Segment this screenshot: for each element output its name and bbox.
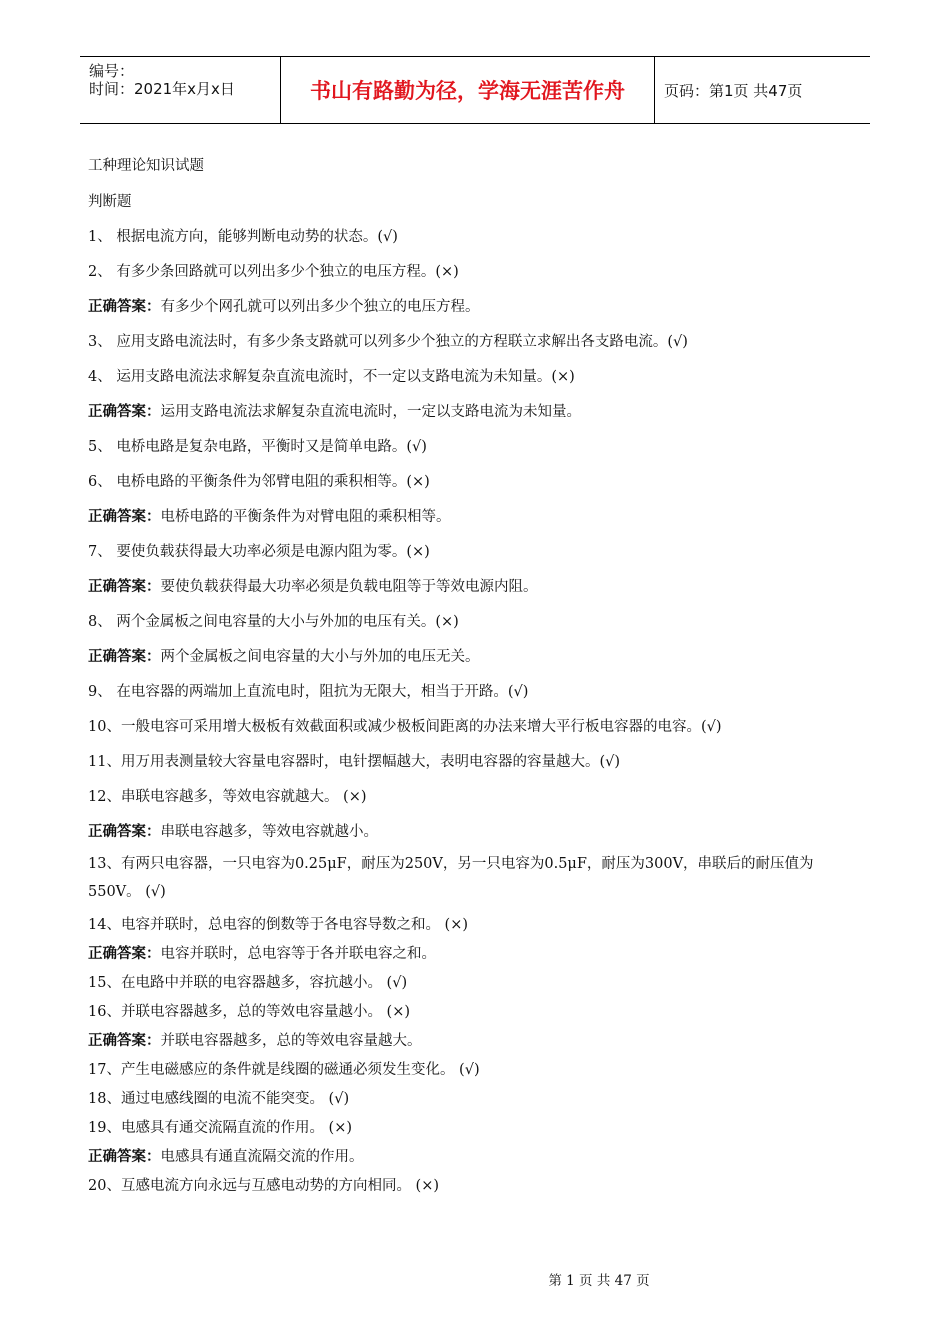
page-indicator: 页码：第1页 共47页: [664, 81, 803, 100]
answer-line: [88, 1029, 422, 1050]
question-item: 17、产生电磁感应的条件就是线圈的磁通必须发生变化。 (√): [88, 1062, 480, 1078]
page-footer: [0, 1269, 950, 1289]
answer-line: [88, 505, 451, 526]
section-title: 判断题: [88, 194, 132, 210]
answer-text: 有多少个网孔就可以列出多少个独立的电压方程。: [160, 299, 480, 315]
answer-label: 正确答案：: [88, 1033, 161, 1049]
answer-label: 正确答案：: [88, 509, 161, 525]
answer-label: 正确答案：: [88, 649, 161, 665]
time-label: 时间：2021年x月x日: [89, 80, 235, 98]
question-item: 1、 根据电流方向，能够判断电动势的状态。(√): [88, 229, 398, 245]
answer-label: 正确答案：: [88, 946, 161, 962]
question-item: 15、在电路中并联的电容器越多，容抗越小。 (√): [88, 975, 408, 991]
question-item: 8、 两个金属板之间电容量的大小与外加的电压有关。(×): [88, 614, 459, 630]
question-item: 2、 有多少条回路就可以列出多少个独立的电压方程。(×): [88, 264, 459, 280]
footer-page-number: 第 1 页 共 47 页: [548, 1273, 650, 1289]
question-item: 6、 电桥电路的平衡条件为邻臂电阻的乘积相等。(×): [88, 474, 430, 490]
answer-label: 正确答案：: [88, 579, 161, 595]
answer-label: 正确答案：: [88, 1149, 161, 1165]
question-item: 20、互感电流方向永远与互感电动势的方向相同。 (×): [88, 1178, 440, 1194]
answer-line: [88, 575, 538, 596]
question-item: 11、用万用表测量较大容量电容器时，电针摆幅越大，表明电容器的容量越大。(√): [88, 754, 621, 770]
answer-text: 并联电容器越多，总的等效电容量越大。: [160, 1033, 422, 1049]
answer-line: [88, 295, 480, 316]
answer-line: [88, 400, 581, 421]
answer-line: [88, 645, 480, 666]
question-item: 9、 在电容器的两端加上直流电时，阻抗为无限大，相当于开路。(√): [88, 684, 529, 700]
question-item: 12、串联电容越多，等效电容就越大。 (×): [88, 789, 367, 805]
answer-text: 运用支路电流法求解复杂直流电流时，一定以支路电流为未知量。: [160, 404, 581, 420]
question-item: 3、 应用支路电流法时，有多少条支路就可以列多少个独立的方程联立求解出各支路电流。(√): [88, 334, 688, 350]
answer-label: 正确答案：: [88, 404, 161, 420]
question-item: 16、并联电容器越多，总的等效电容量越小。 (×): [88, 1004, 411, 1020]
answer-text: 要使负载获得最大功率必须是负载电阻等于等效电源内阻。: [160, 579, 538, 595]
answer-line: [88, 1145, 364, 1166]
answer-text: 串联电容越多，等效电容就越小。: [160, 824, 378, 840]
question-item: 7、 要使负载获得最大功率必须是电源内阻为零。(×): [88, 544, 430, 560]
answer-line: [88, 820, 378, 841]
answer-label: 正确答案：: [88, 824, 161, 840]
answer-text: 电容并联时，总电容等于各并联电容之和。: [160, 946, 436, 962]
question-item: 5、 电桥电路是复杂电路，平衡时又是简单电路。(√): [88, 439, 427, 455]
question-item: 4、 运用支路电流法求解复杂直流电流时，不一定以支路电流为未知量。(×): [88, 369, 575, 385]
answer-text: 电桥电路的平衡条件为对臂电阻的乘积相等。: [160, 509, 451, 525]
header-table: [80, 56, 870, 124]
question-item: 10、一般电容可采用增大极板有效截面积或减少极板间距离的办法来增大平行板电容器的电容。(√): [88, 719, 722, 735]
answer-text: 电感具有通直流隔交流的作用。: [160, 1149, 364, 1165]
answer-line: [88, 942, 436, 963]
answer-text: 两个金属板之间电容量的大小与外加的电压无关。: [160, 649, 480, 665]
doc-title: 工种理论知识试题: [88, 158, 204, 174]
question-item: 13、有两只电容器，一只电容为0.25μF，耐压为250V，另一只电容为0.5μF，耐压为300V，串联后的耐压值为550V。 (√): [88, 856, 814, 900]
question-item: 19、电感具有通交流隔直流的作用。 (×): [88, 1120, 353, 1136]
question-item: 18、通过电感线圈的电流不能突变。 (√): [88, 1091, 350, 1107]
header-meta: [80, 57, 281, 123]
question-item: 14、电容并联时，总电容的倒数等于各电容导数之和。 (×): [88, 917, 469, 933]
number-label: 编号：: [89, 62, 135, 80]
answer-label: 正确答案：: [88, 299, 161, 315]
motto: 书山有路勤为径，学海无涯苦作舟: [281, 57, 655, 123]
